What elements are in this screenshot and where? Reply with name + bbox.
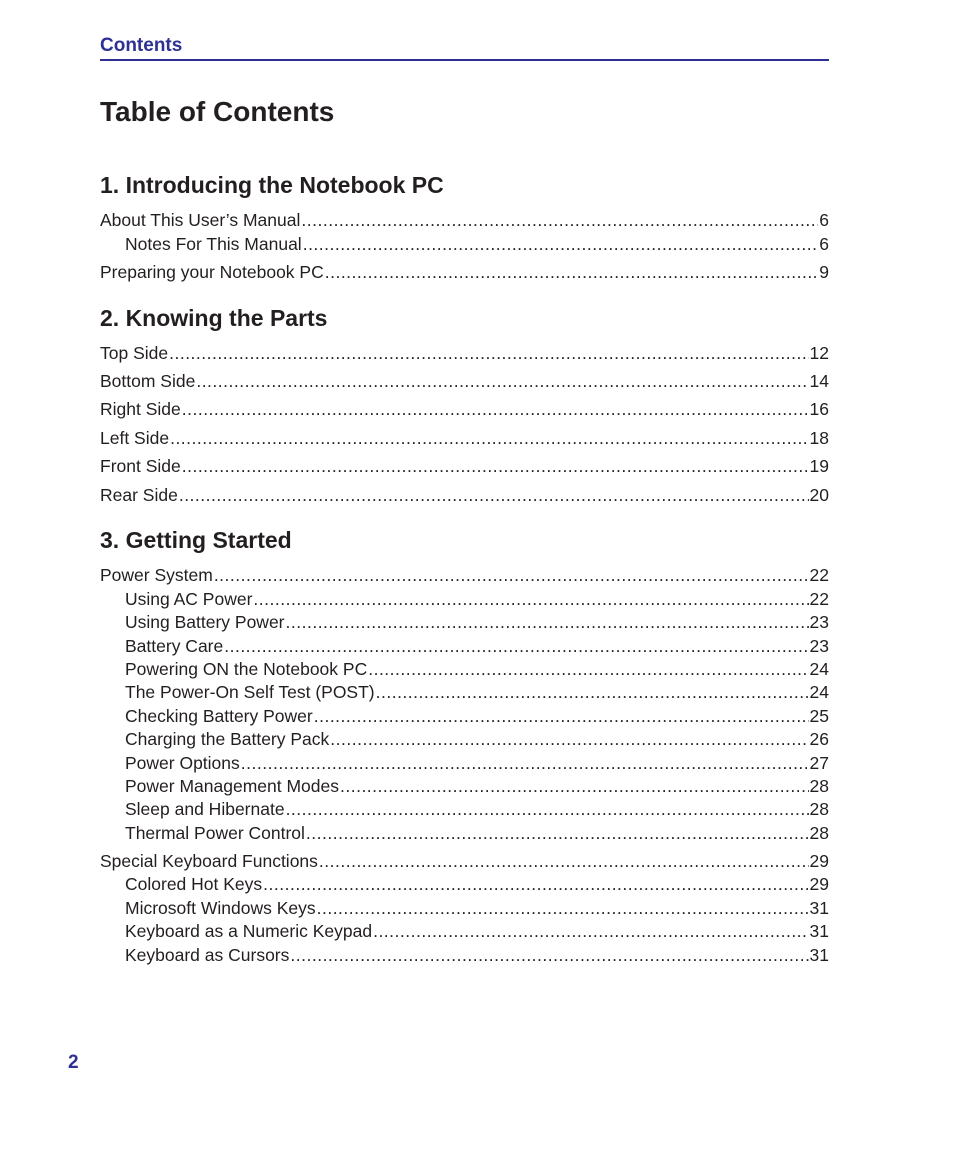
toc-entry-title: Rear Side <box>100 485 178 505</box>
toc-entry-page: 24 <box>809 682 829 702</box>
toc-subentry[interactable] <box>125 587 829 611</box>
toc-entry-title: Using Battery Power <box>125 612 285 632</box>
toc-entry[interactable] <box>100 341 829 365</box>
toc-leader <box>170 426 808 450</box>
toc-entry-title: The Power-On Self Test (POST) <box>125 682 375 702</box>
toc-subentry[interactable] <box>125 657 829 681</box>
toc-entry-title: Left Side <box>100 428 170 448</box>
toc-subentry[interactable] <box>125 896 829 920</box>
toc-leader <box>317 896 809 920</box>
toc-subentry[interactable] <box>125 680 829 704</box>
header-label: Contents <box>100 35 183 56</box>
toc-leader <box>263 872 808 896</box>
toc-subentry[interactable] <box>125 821 829 845</box>
page-title: Table of Contents <box>100 96 335 127</box>
toc-entry-title: Powering ON the Notebook PC <box>125 659 368 679</box>
toc-entry[interactable] <box>100 454 829 478</box>
toc-entry-page: 31 <box>809 898 829 918</box>
toc-entry-page: 28 <box>809 799 829 819</box>
toc-entry-page: 29 <box>809 874 829 894</box>
toc-entry-title: Keyboard as a Numeric Keypad <box>125 921 373 941</box>
toc-leader <box>182 454 809 478</box>
toc-subentry[interactable] <box>125 634 829 658</box>
toc-entry[interactable] <box>100 563 829 587</box>
section-heading-knowing-parts: 2. Knowing the Parts <box>100 305 328 331</box>
toc-entry-page: 19 <box>809 456 829 476</box>
toc-leader <box>253 587 808 611</box>
toc-entry-title: Charging the Battery Pack <box>125 729 330 749</box>
toc-leader <box>241 751 809 775</box>
toc-entry-title: Microsoft Windows Keys <box>125 898 316 918</box>
toc-leader <box>182 397 809 421</box>
section-heading-introducing: 1. Introducing the Notebook PC <box>100 172 444 198</box>
toc-entry-page: 28 <box>809 823 829 843</box>
toc-leader <box>368 657 808 681</box>
toc-entry-page: 6 <box>819 210 829 230</box>
toc-subentry[interactable] <box>125 919 829 943</box>
toc-entry-title: Keyboard as Cursors <box>125 945 290 965</box>
section-heading-getting-started: 3. Getting Started <box>100 527 292 553</box>
toc-leader <box>301 208 818 232</box>
toc-entry-title: Colored Hot Keys <box>125 874 263 894</box>
toc-entry-page: 25 <box>809 706 829 726</box>
toc-entry[interactable] <box>100 397 829 421</box>
toc-entry-page: 14 <box>809 371 829 391</box>
toc-subentry[interactable] <box>125 232 829 256</box>
toc-entry-page: 29 <box>809 851 829 871</box>
toc-entry-title: Using AC Power <box>125 589 253 609</box>
toc-subentry[interactable] <box>125 704 829 728</box>
toc-entry-page: 24 <box>809 659 829 679</box>
toc-entry-page: 16 <box>809 399 829 419</box>
toc-leader <box>303 232 819 256</box>
toc-entry-page: 9 <box>819 262 829 282</box>
toc-entry-title: Sleep and Hibernate <box>125 799 285 819</box>
toc-leader <box>290 943 808 967</box>
toc-entry-page: 28 <box>809 776 829 796</box>
toc-subentry[interactable] <box>125 610 829 634</box>
toc-leader <box>376 680 809 704</box>
toc-entry-page: 26 <box>809 729 829 749</box>
toc-leader <box>314 704 809 728</box>
toc-entry-title: Notes For This Manual <box>125 234 302 254</box>
toc-leader <box>224 634 808 658</box>
toc-entry[interactable] <box>100 426 829 450</box>
toc-entry-title: Right Side <box>100 399 181 419</box>
toc-entry-title: Power System <box>100 565 213 585</box>
toc-entry-page: 18 <box>809 428 829 448</box>
toc-entry-page: 22 <box>809 565 829 585</box>
toc-entry-title: Front Side <box>100 456 181 476</box>
toc-entry[interactable] <box>100 208 829 232</box>
header-divider <box>100 59 829 61</box>
toc-entry-title: Battery Care <box>125 636 224 656</box>
toc-entry-page: 31 <box>809 945 829 965</box>
toc-entry-title: Top Side <box>100 343 169 363</box>
toc-leader <box>340 774 809 798</box>
toc-entry-title: Thermal Power Control <box>125 823 305 843</box>
toc-entry[interactable] <box>100 260 829 284</box>
toc-entry-page: 20 <box>809 485 829 505</box>
toc-leader <box>214 563 809 587</box>
toc-leader <box>330 727 808 751</box>
toc-entry-title: Power Options <box>125 753 240 773</box>
toc-entry-page: 27 <box>809 753 829 773</box>
toc-entry[interactable] <box>100 369 829 393</box>
toc-entry[interactable] <box>100 483 829 507</box>
toc-subentry[interactable] <box>125 774 829 798</box>
toc-leader <box>169 341 808 365</box>
toc-entry-title: About This User’s Manual <box>100 210 301 230</box>
toc-subentry[interactable] <box>125 872 829 896</box>
toc-entry-title: Special Keyboard Functions <box>100 851 318 871</box>
toc-entry-page: 23 <box>809 636 829 656</box>
toc-entry-page: 6 <box>819 234 829 254</box>
toc-entry-page: 22 <box>809 589 829 609</box>
toc-entry-page: 23 <box>809 612 829 632</box>
toc-entry-title: Preparing your Notebook PC <box>100 262 324 282</box>
toc-leader <box>286 610 809 634</box>
toc-leader <box>196 369 808 393</box>
page-number: 2 <box>68 1052 79 1073</box>
toc-subentry[interactable] <box>125 727 829 751</box>
toc-leader <box>179 483 809 507</box>
toc-subentry[interactable] <box>125 797 829 821</box>
toc-leader <box>306 821 809 845</box>
toc-entry-title: Power Management Modes <box>125 776 339 796</box>
toc-entry[interactable] <box>100 849 829 873</box>
toc-subentry[interactable] <box>125 943 829 967</box>
toc-entry-page: 12 <box>809 343 829 363</box>
toc-leader <box>286 797 809 821</box>
toc-entry-title: Bottom Side <box>100 371 196 391</box>
toc-subentry[interactable] <box>125 751 829 775</box>
toc-entry-page: 31 <box>809 921 829 941</box>
toc-leader <box>319 849 809 873</box>
toc-entry-title: Checking Battery Power <box>125 706 313 726</box>
toc-leader <box>325 260 819 284</box>
toc-leader <box>373 919 808 943</box>
